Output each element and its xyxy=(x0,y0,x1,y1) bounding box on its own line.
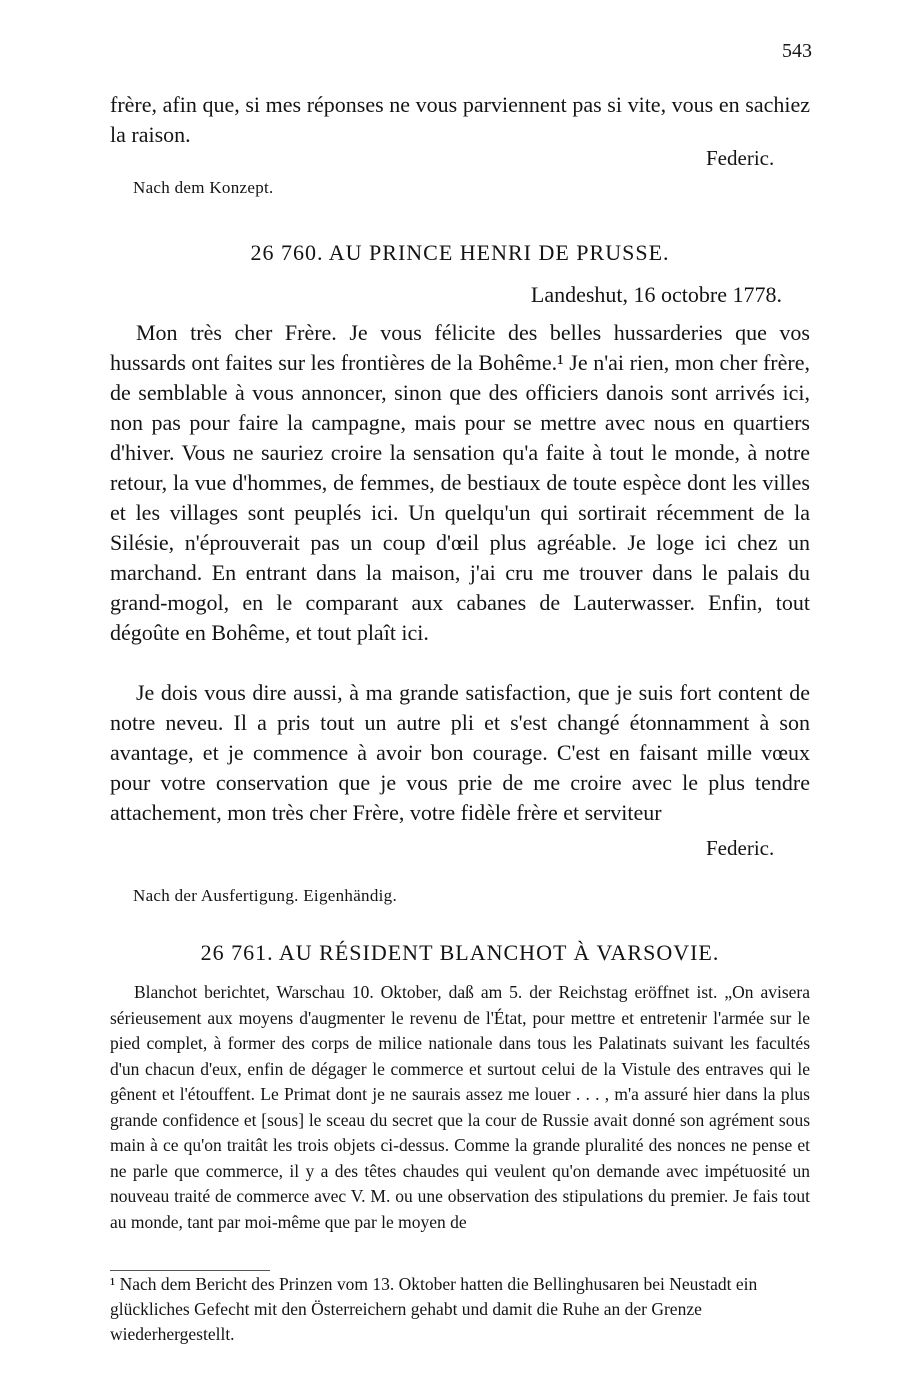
footnote: ¹ Nach dem Bericht des Prinzen vom 13. Oktober hatten die Bellinghusaren bei Neustadt ein glückliches Gefecht mit den Österreichern gehabt und damit die Ruhe an der Grenze wiederhergestellt. xyxy=(110,1274,758,1344)
letter-26760-heading: 26 760. AU PRINCE HENRI DE PRUSSE. xyxy=(250,240,670,265)
intro-signature: Federic. xyxy=(706,146,775,170)
letter-26760-source-note: Nach der Ausfertigung. Eigenhändig. xyxy=(133,886,398,905)
letter-26760-place-date: Landeshut, 16 octobre 1778. xyxy=(530,282,782,307)
letter-26760-signature: Federic. xyxy=(706,836,775,860)
intro-source-note: Nach dem Konzept. xyxy=(133,178,274,197)
footnote-rule xyxy=(110,1270,270,1271)
letter-26761-summary: Blanchot berichtet, Warschau 10. Oktober, daß am 5. der Reichstag eröffnet ist. „On avisera sérieusement aux moyens d'augmenter le revenu de l'État, pour mettre et entretenir l'armée sur le pied complet, à former des corps de milice nationale dans tous les Palatinats suivant les facultés d'un chacun d'eux, enfin de dégager le commerce et surtout celui de la Vistule des entraves qui le gênent et l'étouffent. Le Primat dont je ne saurais assez me louer . . . , m'a assuré hier dans la plus grande confidence et [sous] le sceau du secret que la cour de Russie avait donné son agrément sous main à ce qu'on traitât les trois objets ci-dessus. Comme la grande pluralité des nonces ne pense et ne parle que commerce, il y a des têtes chaudes qui veulent qu'on demande avec impétuosité un nouveau traité de commerce avec V. M. ou une observation des stipulations du premier. Je fais tout au monde, tant par moi-même que par le moyen de xyxy=(110,982,810,1232)
letter-26760-paragraph-2: Je dois vous dire aussi, à ma grande satisfaction, que je suis fort content de notre neveu. Il a pris tout un autre pli et s'est changé étonnamment à son avantage, et je commence à avoir bon courage. C'est en faisant mille vœux pour votre conservation que je vous prie de me croire avec le plus tendre attachement, mon très cher Frère, votre fidèle frère et serviteur xyxy=(110,680,810,825)
letter-26761-heading: 26 761. AU RÉSIDENT BLANCHOT À VARSOVIE. xyxy=(200,940,720,965)
intro-text: frère, afin que, si mes réponses ne vous parviennent pas si vite, vous en sachiez la raison. xyxy=(110,92,810,147)
letter-26760-paragraph-1: Mon très cher Frère. Je vous félicite des belles hussarderies que vos hussards ont faites sur les frontières de la Bohême.¹ Je n'ai rien, mon cher frère, de semblable à vous annoncer, sinon que des officiers danois sont arrivés ici, non pas pour faire la campagne, mais pour se mettre avec nous en quartiers d'hiver. Vous ne sauriez croire la sensation qu'a faite à tout le monde, à notre retour, la vue d'hommes, de femmes, de bestiaux de toute espèce dont les villes et les villages sont peuplés ici. Un quelqu'un qui sortirait récemment de la Silésie, n'éprouverait pas un coup d'œil plus agréable. Je loge ici chez un marchand. En entrant dans la maison, j'ai cru me trouver dans le palais du grand-mogol, en le comparant aux cabanes de Lauterwasser. Enfin, tout dégoûte en Bohême, et tout plaît ici. xyxy=(110,320,810,645)
page-number: 543 xyxy=(782,40,812,62)
